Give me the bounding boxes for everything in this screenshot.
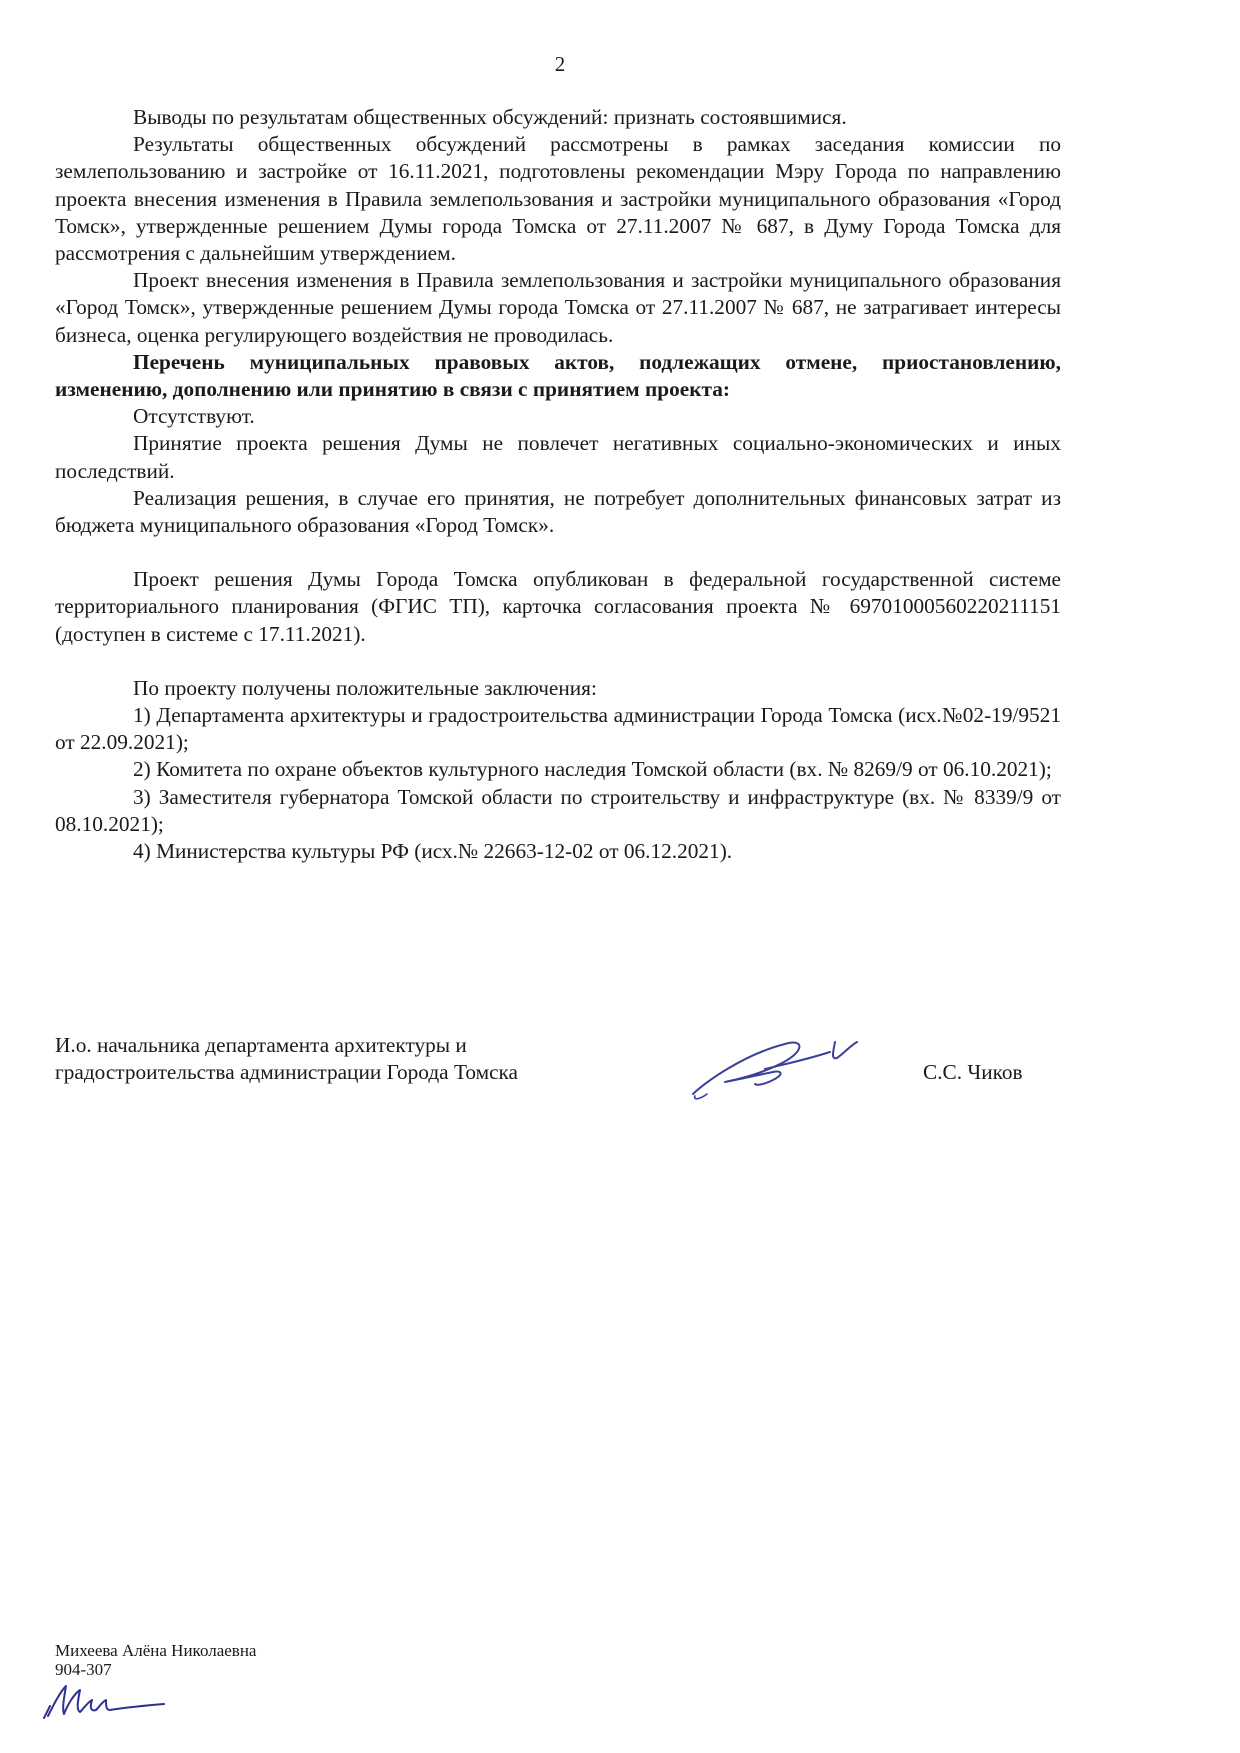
paragraph-consequences: Принятие проекта решения Думы не повлечет негативных социально-экономических и иных последствий.: [55, 431, 1061, 483]
spacer: [55, 539, 1061, 566]
list-item: 2) Комитета по охране объектов культурного наследия Томской области (вх. № 8269/9 от 06.10.2021);: [133, 757, 1052, 782]
paragraph-business: Проект внесения изменения в Правила землепользования и застройки муниципального образования «Город Томск», утвержденные решением Думы города Томска от 27.11.2007 № 687, не затрагивает интересы бизнеса, оценка регулирующего воздействия не проводилась.: [55, 268, 1061, 347]
list-item: 3) Заместителя губернатора Томской области по строительству и инфраструктуре (вх. № 8339/9 от 08.10.2021);: [55, 784, 1061, 836]
paragraph-acts-heading: Перечень муниципальных правовых актов, подлежащих отмене, приостановлению, изменению, дополнению или принятию в связи с принятием проекта:: [55, 349, 1061, 402]
paragraph-finance: Реализация решения, в случае его принятия, не потребует дополнительных финансовых затрат из бюджета муниципального образования «Город Томск».: [55, 485, 1061, 538]
executor-phone: 904-307: [55, 1660, 112, 1679]
handwritten-signature-icon: [685, 1024, 885, 1104]
document-body: [55, 104, 1061, 865]
spacer: [55, 648, 1061, 675]
paragraph-conclusions: Выводы по результатам общественных обсуждений: признать состоявшимися.: [133, 105, 847, 129]
conclusions-list: [55, 702, 1061, 865]
paragraph-results: Результаты общественных обсуждений рассмотрены в рамках заседания комиссии по землепользованию и застройке от 16.11.2021, подготовлены рекомендации Мэру Города по направлению проекта внесения изменения в Правила землепользования и застройки муниципального образования «Город Томск», утвержденные решением Думы города Томска от 27.11.2007 № 687, в Думу Города Томска для рассмотрения с дальнейшим утверждением.: [55, 132, 1061, 266]
executor-info: [55, 1641, 256, 1679]
paragraph-published: Проект решения Думы Города Томска опубликован в федеральной государственной системе территориального планирования (ФГИС ТП), карточка согласования проекта № 69701000560220211151 (доступен в системе с 17.11.2021).: [55, 567, 1061, 646]
signatory-title-line: градостроительства администрации Города Томска: [55, 1060, 519, 1085]
signatory-name: С.С. Чиков: [923, 1060, 1023, 1084]
executor-signature-icon: [40, 1682, 170, 1722]
list-item: 1) Департамента архитектуры и градостроительства администрации Города Томска (исх.№02-19/9521 от 22.09.2021);: [55, 703, 1061, 755]
executor-name: Михеева Алёна Николаевна: [55, 1641, 257, 1660]
paragraph-positive-intro: По проекту получены положительные заключения:: [133, 675, 597, 700]
signature-block: [55, 1032, 1061, 1102]
page-number: 2: [554, 52, 566, 76]
paragraph-absent: Отсутствуют.: [133, 404, 255, 429]
signatory-title: [55, 1032, 518, 1086]
list-item: 4) Министерства культуры РФ (исх.№ 22663-12-02 от 06.12.2021).: [133, 839, 733, 864]
signatory-title-line: И.о. начальника департамента архитектуры и: [55, 1033, 467, 1057]
